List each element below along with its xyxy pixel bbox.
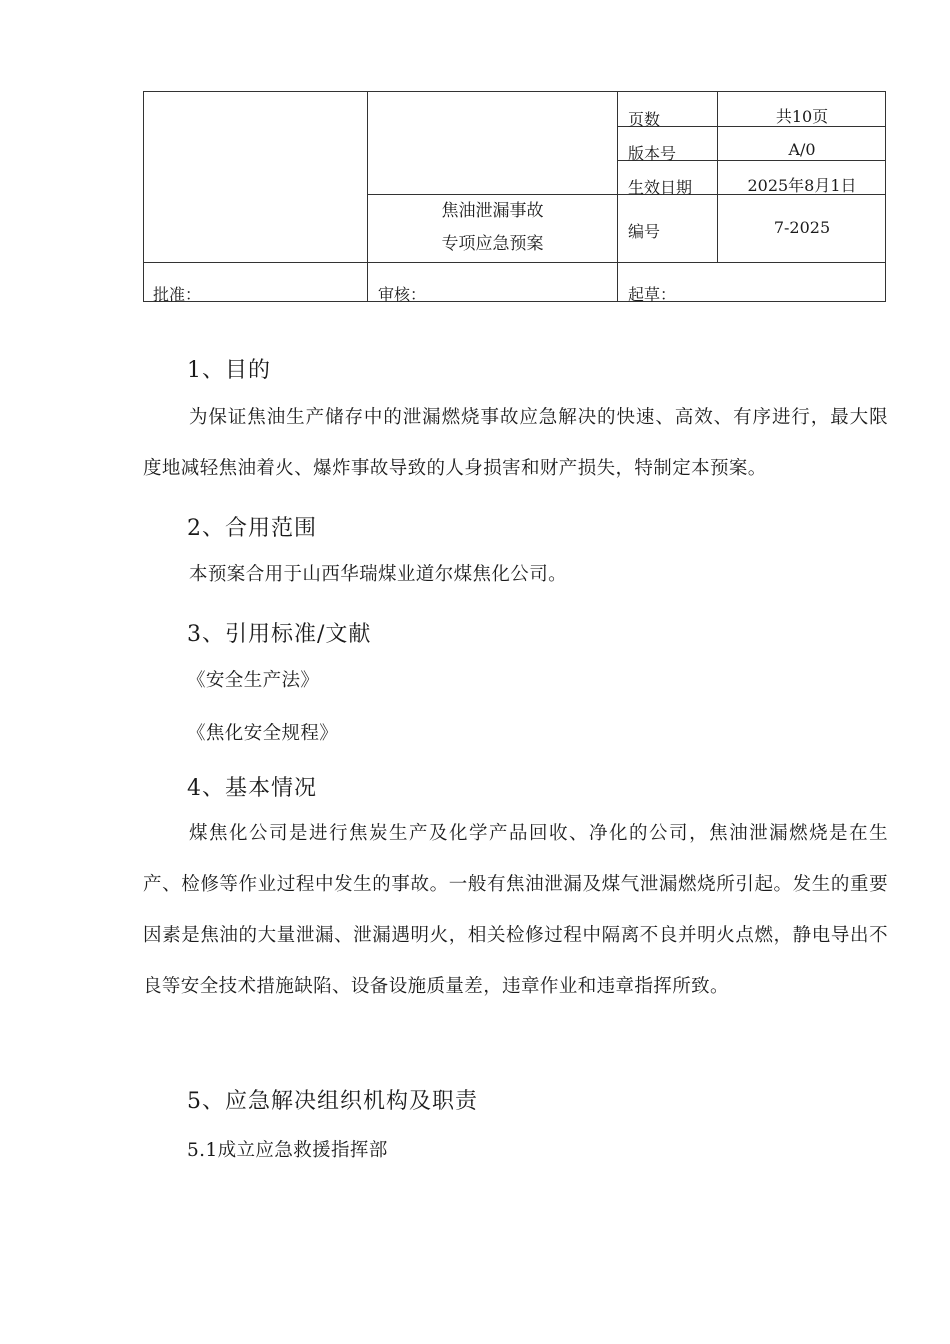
section-body: 为保证焦油生产储存中的泄漏燃烧事故应急解决的快速、高效、有序进行，最大限度地减轻焦油着火、爆炸事故导致的人身损害和财产损失，特制定本预案。 bbox=[143, 407, 888, 479]
section-heading: 5、应急解决组织机构及职责 bbox=[187, 1089, 478, 1114]
number-label: 编号 bbox=[628, 222, 661, 241]
pages-value: 共10页 bbox=[775, 107, 829, 126]
section-heading: 3、引用标准/文献 bbox=[187, 622, 372, 647]
reference-item: 《安全生产法》 bbox=[187, 670, 320, 691]
draft-label: 起草： bbox=[628, 285, 677, 304]
doc-title-line2: 专项应急预案 bbox=[441, 234, 544, 254]
table-divider bbox=[144, 262, 886, 263]
pages-label: 页数 bbox=[628, 110, 661, 129]
effective-date-value: 2025年8月1日 bbox=[747, 176, 857, 195]
section-heading: 2、合用范围 bbox=[187, 516, 317, 541]
approve-label: 批准： bbox=[153, 285, 202, 304]
section-heading: 1、目的 bbox=[187, 358, 271, 383]
document-header-table bbox=[143, 91, 886, 302]
subsection-heading: 5.1成立应急救援指挥部 bbox=[187, 1140, 388, 1161]
number-value: 7-2025 bbox=[773, 218, 831, 237]
section-body: 煤焦化公司是进行焦炭生产及化学产品回收、净化的公司，焦油泄漏燃烧是在生产、检修等作业过程中发生的事故。一般有焦油泄漏及煤气泄漏燃烧所引起。发生的重要因素是焦油的大量泄漏、泄漏遇明火，相关检修过程中隔离不良并明火点燃，静电导出不良等安全技术措施缺陷、设备设施质量差，违章作业和违章指挥所致。 bbox=[143, 823, 888, 997]
effective-date-label: 生效日期 bbox=[628, 178, 693, 197]
doc-title-line1: 焦油泄漏事故 bbox=[441, 201, 544, 221]
reference-item: 《焦化安全规程》 bbox=[187, 723, 339, 744]
review-label: 审核： bbox=[378, 285, 427, 304]
section-heading: 4、基本情况 bbox=[187, 776, 317, 801]
table-divider bbox=[617, 92, 618, 302]
version-value: A/0 bbox=[788, 140, 816, 159]
version-label: 版本号 bbox=[628, 144, 677, 163]
section-body: 本预案合用于山西华瑞煤业道尔煤焦化公司。 bbox=[189, 564, 568, 585]
